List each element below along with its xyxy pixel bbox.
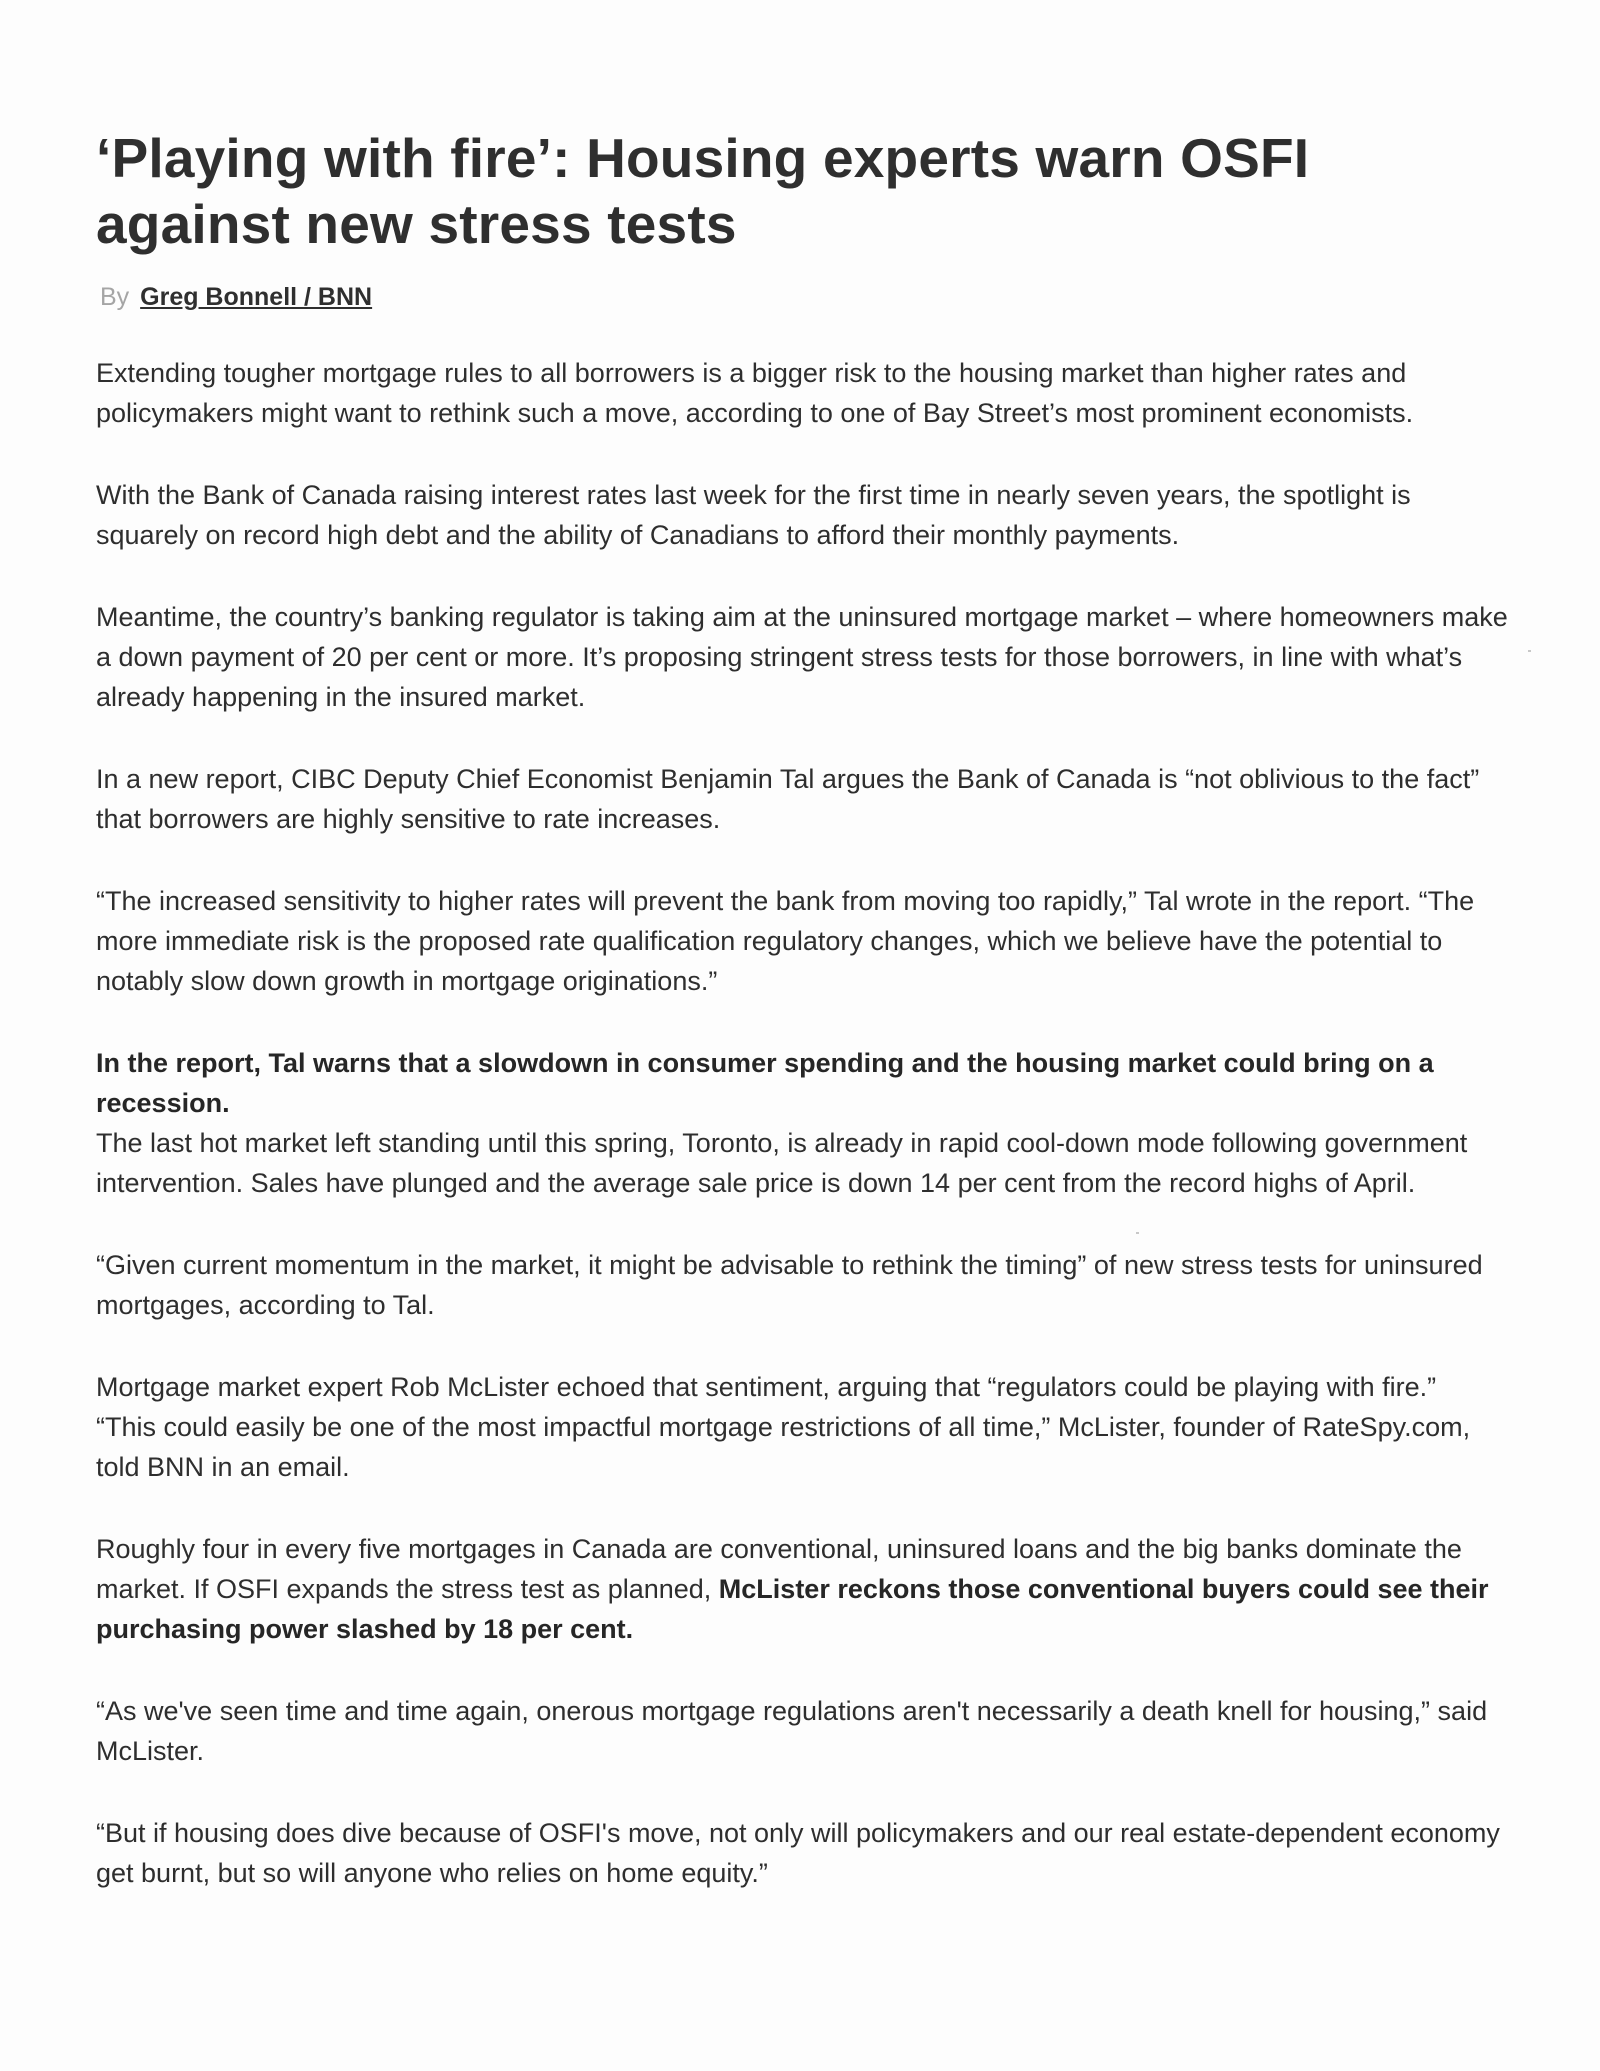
byline — [100, 281, 1516, 313]
byline-author-link[interactable]: Greg Bonnell / BNN — [140, 283, 373, 311]
article — [96, 125, 1516, 1935]
paragraph-text: Meantime, the country’s banking regulator is taking aim at the uninsured mortgage market – where homeowners make a down payment of 20 per cent or more. It’s proposing stringent stress tests for those borrowers, in line with what’s already happening in the insured market. — [96, 602, 1508, 712]
paragraph-text: The last hot market left standing until this spring, Toronto, is already in rapid cool-down mode following government intervention. Sales have plunged and the average sale price is down 14 per cent from the record highs of April. — [96, 1128, 1468, 1198]
paragraph-text: Extending tougher mortgage rules to all borrowers is a bigger risk to the housing market than higher rates and policymakers might want to rethink such a move, according to one of Bay Street’s most prominent economists. — [96, 358, 1414, 428]
paragraph — [96, 1691, 1516, 1771]
paragraph — [96, 353, 1516, 433]
paragraph-text: “As we've seen time and time again, onerous mortgage regulations aren't necessarily a death knell for housing,” said McLister. — [96, 1696, 1488, 1766]
paragraph-text: “Given current momentum in the market, it might be advisable to rethink the timing” of new stress tests for uninsured mortgages, according to Tal. — [96, 1250, 1483, 1320]
article-headline: ‘Playing with fire’: Housing experts warn OSFI against new stress tests — [96, 127, 1310, 255]
paragraph — [96, 475, 1516, 555]
paragraph — [96, 1123, 1516, 1203]
paragraph-bold-text: In the report, Tal warns that a slowdown in consumer spending and the housing market could bring on a recession. — [96, 1048, 1434, 1118]
scan-speck — [1528, 650, 1531, 652]
paragraph — [96, 1813, 1516, 1893]
paragraph-text: “But if housing does dive because of OSFI's move, not only will policymakers and our real estate-dependent economy get burnt, but so will anyone who relies on home equity.” — [96, 1818, 1500, 1888]
paragraph-bold-text: McLister reckons those conventional buyers could see their purchasing power slashed by 18 per cent. — [96, 1574, 1489, 1644]
byline-prefix: By — [100, 283, 130, 311]
paragraph — [96, 1407, 1516, 1487]
article-body — [96, 353, 1516, 1893]
paragraph — [96, 1529, 1516, 1649]
paragraph-text: “This could easily be one of the most impactful mortgage restrictions of all time,” McLister, founder of RateSpy.com, told BNN in an email. — [96, 1412, 1471, 1482]
paragraph-text: In a new report, CIBC Deputy Chief Economist Benjamin Tal argues the Bank of Canada is “not oblivious to the fact” that borrowers are highly sensitive to rate increases. — [96, 764, 1480, 834]
paragraph — [96, 1367, 1516, 1407]
paragraph — [96, 881, 1516, 1001]
paragraph — [96, 1245, 1516, 1325]
paragraph-text: Roughly four in every five mortgages in Canada are conventional, uninsured loans and the big banks dominate the market. If OSFI expands the stress test as planned, — [96, 1534, 1462, 1604]
paragraph — [96, 759, 1516, 839]
paragraph-text: “The increased sensitivity to higher rates will prevent the bank from moving too rapidly,” Tal wrote in the report. “The more immediate risk is the proposed rate qualification regulatory changes, which we believe have the potential to notably slow down growth in mortgage originations.” — [96, 886, 1475, 996]
paragraph-text: Mortgage market expert Rob McLister echoed that sentiment, arguing that “regulators could be playing with fire.” — [96, 1372, 1437, 1402]
paragraph — [96, 597, 1516, 717]
paragraph-text: With the Bank of Canada raising interest rates last week for the first time in nearly seven years, the spotlight is squarely on record high debt and the ability of Canadians to afford their monthly payments. — [96, 480, 1411, 550]
paragraph-bold-lede — [96, 1043, 1516, 1123]
